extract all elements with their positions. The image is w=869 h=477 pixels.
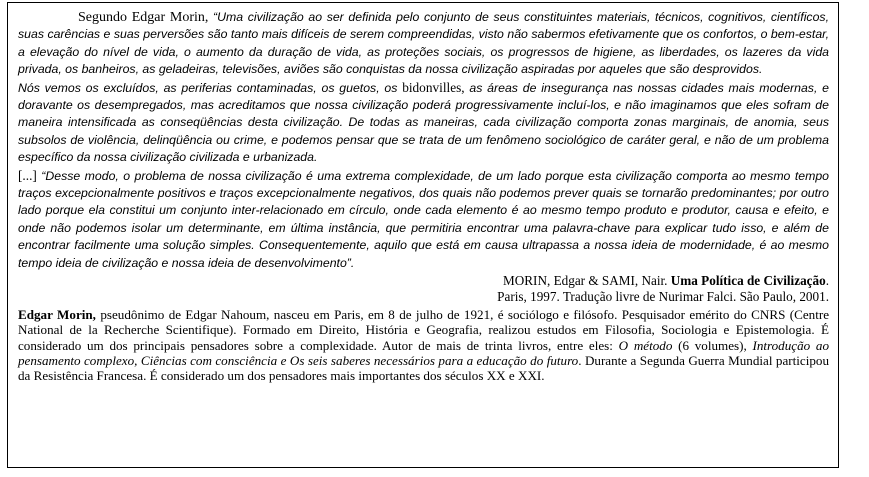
quote-text-3: “Desse modo, o problema de nossa civilização é uma extrema complexidade, de um lado porque esta civilização comporta ao mesmo tempo traços excepcionalmente positivos e traços excepcionalmente negativos, dos quais não podemos prever quais se tornarão predominantes; por outro lado porque ela constitui um conjunto inter-relacionado em círculo, onde cada elemento é ao mesmo tempo produto e produtor, causa e efeito, e onde não podemos isolar um determinante, em última instância, que permitiria encontrar uma palavra-chave para explicar tudo isso, e além de encontrar facilmente uma solução simples. Consequentemente, aquilo que está em causa ultrapassa a nossa ideia de modernidade, é ao mesmo tempo ideia de civilização e nossa ideia de desenvolvimento”. [18,168,830,270]
bio-book-1: O método [618,337,673,353]
quote-paragraph-1 [18,9,829,79]
ellipsis-mark: [...] [18,167,37,183]
citation: MORIN, Edgar & SAMI, Nair. Uma Política de Civilização. Paris, 1997. Tradução livre de Nurimar Falci. São Paulo, 2001. [497,273,829,305]
quote-text-2a: Nós vemos os excluídos, as periferias contaminadas, os guetos, os [18,80,398,95]
quote-text-2b: as áreas de insegurança nas nossas cidades mais modernas, e doravante os desempregados, mas acreditamos que nossa civilização poderá progressivamente incluí-los, e não imaginamos que eles sofram de maneira intensificada as conseqüências desta civilização. De todas as maneiras, cada civilização comporta zonas marginais, de anomia, seus subsolos de violência, delinqüência ou crime, e podemos pensar que se trata de um fenômeno sociológico de caráter geral, e não de um problema específico da nossa civilização civilizada e urbanizada. [18,80,829,165]
author-bio: Edgar Morin, pseudônimo de Edgar Nahoum, nasceu em Paris, em 8 de julho de 1921, é sociólogo e filósofo. Pesquisador emérito do CNRS (Centre National de la Recherche Scientifique). Formado em Direito, História e Geografia, realizou estudos em Filosofia, Sociologia e Epistemologia. É considerado um dos principais pensadores sobre a complexidade. Autor de mais de trinta livros, entre eles: O método (6 volumes), Introdução ao pensamento complexo, Ciências com consciência e Os seis saberes necessários para a educação do futuro. Durante a Segunda Guerra Mundial participou da Resistência Francesa. É considerado um dos pensadores mais importantes dos séculos XX e XXI. [18,307,830,383]
citation-line-2: Paris, 1997. Tradução livre de Nurimar Falci. São Paulo, 2001. [497,289,829,305]
text-box [7,2,839,468]
quote-text-1: “Uma civilização ao ser definida pelo conjunto de seus constituintes materiais, técnicos, cognitivos, científicos, suas carências e suas perversões são tanto mais difíceis de serem compreendidas, visto não sabermos efetivamente que os confortos, o bem-estar, a elevação do nível de vida, o aumento da duração de vida, as proteções sociais, os progressos de higiene, as liberdades, os lazeres da vida privada, os banheiros, as geladeiras, televisões, aviões são conquistas da nossa civilização aspiradas por aqueles que são desprovidos. [18,10,829,77]
bio-books-2: Introdução ao pensamento complexo, Ciências com consciência e Os seis saberes necessários para a educação do futuro [18,337,830,368]
citation-title: Uma Política de Civilização [670,273,826,289]
bio-name: Edgar Morin, [18,307,96,323]
quote-lead-author: Segundo Edgar Morin, [78,10,209,25]
quote-paragraph-2 [18,79,829,167]
citation-authors: MORIN, Edgar & SAMI, Nair. [503,273,668,289]
quote-paragraph-3 [18,167,829,272]
quote-bidonvilles: bidonvilles, [402,79,465,95]
